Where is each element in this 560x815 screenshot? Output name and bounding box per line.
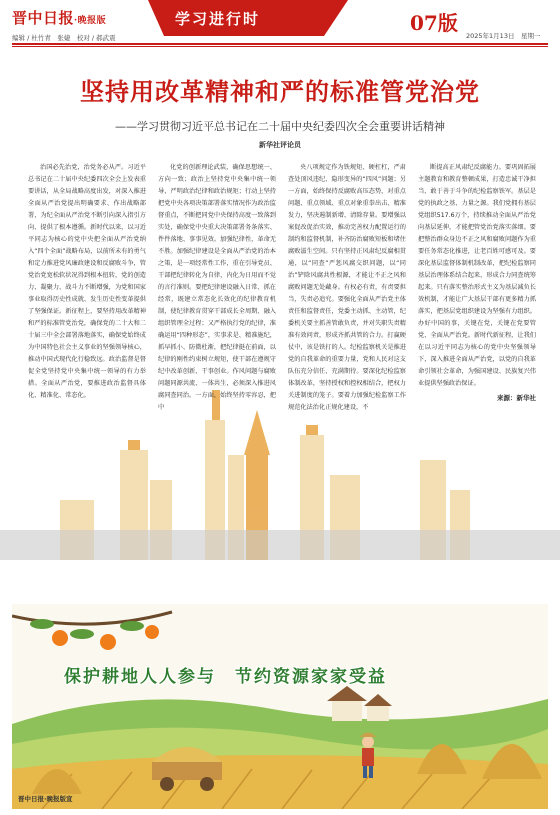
- article-column-3: [288, 162, 406, 437]
- article-source: 来源：新华社: [497, 394, 536, 402]
- article-column-1: [28, 162, 146, 437]
- newspaper-logo: [12, 7, 106, 28]
- farmland-illustration: [12, 604, 548, 809]
- brand-name: 晋中日报: [12, 9, 75, 27]
- page-number: 07版: [410, 11, 458, 35]
- issue-date: 2025年1月13日 星期一: [466, 32, 541, 40]
- editor-credits: 编辑 / 杜竹青 张婕 校对 / 郝武震: [12, 34, 116, 42]
- public-service-ad: [12, 604, 548, 809]
- article-body: [28, 162, 536, 562]
- column-text: 央八项规定作为铁规矩、硬杠杠，严肃查处顶风违纪、隐形变异的“四风”问题；另一方面，始终保持反腐败高压态势，对重点问题、重点领域、重点对象重拳出击、精准发力，坚决遏制新增、清除存量。要增强以案促改促治实效，推动完善权力配置运行的制约和监督机制，补齐防治腐败短板和堵住腐败滋生空间。只有坚持正风肃纪反腐相贯通，以“同查”严惩风腐交织问题，以“同治”铲除风腐共性根源，才能让不正之风和腐败问题无处藏身。有权必有责，有责要担当，失责必追究。要强化全面从严治党主体责任和监督责任，党委主动抓、主动管，纪委机关要主抓善管敢负责，并对失职失责精准有效问责，形成齐抓共管的合力。打赢硬仗中，该是铁打的人。纪检监察机关是推进党的自我革命的重要力量，党和人民对这支队伍充分信任、充满期待。要深化纪检监察体制改革，坚持授权和控权相结合，把权力关进制度的笼子。要着力加强纪检监察工作规范化法治化正规化建设，不: [288, 164, 406, 411]
- column-text: 断提高正风肃纪反腐能力。要巩固拓展主题教育和教育整顿成果，打造忠诚干净担当、敢于善于斗争的纪检监察铁军。基层是党的执政之基、力量之源。我们党拥有基层党组织517.6万个，持续推动全面从严治党向基层延伸，才能把管党治党落实落细。要把整治群众身边不正之风和腐败问题作为重要任务常态化推进，让老百姓可感可及。要深化基层监督体制机制改革，把纪检监察同基层治理体系结合起来，形成合力同查统筹起来。只有落实整治形式主义为基层减负长效机制，才能让广大基层干部有更多精力抓落实，把基层党组织建设为坚强有力组织。办好中国的事，关键在党，关键在党要管党、全面从严治党。新时代新征程，让我们在以习近平同志为核心的党中央坚强领导下，深入推进全面从严治党，以党的自我革命引领社会革命，为强国建设、民族复兴伟业提供坚强政治保证。: [418, 164, 536, 387]
- article-column-4: [418, 162, 536, 437]
- masthead: [0, 0, 560, 58]
- brand-suffix: ·晚报版: [74, 16, 107, 26]
- header-divider: [12, 43, 548, 45]
- article-subtitle: ——学习贯彻习近平总书记在二十届中央纪委四次全会重要讲话精神: [115, 120, 445, 133]
- section-title: 学习进行时: [175, 10, 261, 28]
- article-title: 坚持用改革精神和严的标准管党治党: [80, 77, 480, 106]
- article-column-2: [158, 162, 276, 437]
- column-text: 化党的创新理论武装，确保思想统一、方向一致；政治上坚持党中央集中统一领导，严明政治纪律和政治规矩；行动上坚持把党中央各项决策部署落实情况作为政治监督重点，不断把同党中央保持高度一致落到实处，确保党中央重大决策部署务条落实、件件落地、事事见效。加强纪律性，革命无不胜。加强纪律建设是全面从严治党的治本之策，是一项经常性工作，重在引导党员、干部把纪律转化为自律，内化为日用而不觉的言行准则。要把纪律建设融入日常、抓在经常，既建立常态化长效化的纪律教育机制，使纪律教育贯穿干部成长全周期、融入组织管理全过程；又严格执行党的纪律，准确运用“四种形态”，实事求是、精准施纪，抓早抓小、防微杜渐，把纪律挺在前面，以纪律的刚性约束树立规矩，使干部在遵规守纪中改革创新、干事创业。作风问题与腐败问题同源共流、一体共生，必须深入推进风腐同查同治。一方面，始终坚持零容忍，把中: [158, 164, 276, 411]
- column-text: 治国必先治党，治党务必从严。习近平总书记在二十届中央纪委四次全会上发表重要讲话，从全局战略高度出发，对深入推进全面从严治党提出明确要求、作出战略部署，为纪全面从严治党不断引向深入指引方向、提供了根本遵循。新时代以来，以习近平同志为核心的党中央把全面从严治党纳入“四个全面”战略布局，以前所未有的勇气和定力推进党风廉政建设和反腐败斗争，管党治党宽松软状况得到根本扭转，党的创造力、凝聚力、战斗力不断增强，为党和国家事业取得历史性成就、发生历史性变革提供了坚强保证。新征程上，要坚持用改革精神和严的标准管党治党，确保党的二十大和二十届三中全会部署落地落实，确保党始终成为中国特色社会主义事业的坚强领导核心，推动中国式现代化行稳致远。政治监督是督促全党坚持党中央集中统一领导的有力举措。全面从严治党，要推进政治监督具体化、精准化、常态化。: [28, 164, 146, 399]
- ad-credit: 晋中日报·晚报版宣: [18, 795, 73, 803]
- ad-slogan: 保护耕地人人参与 节约资源家家受益: [64, 667, 387, 687]
- article-byline: 新华社评论员: [259, 141, 301, 149]
- header-divider-thin: [12, 46, 548, 47]
